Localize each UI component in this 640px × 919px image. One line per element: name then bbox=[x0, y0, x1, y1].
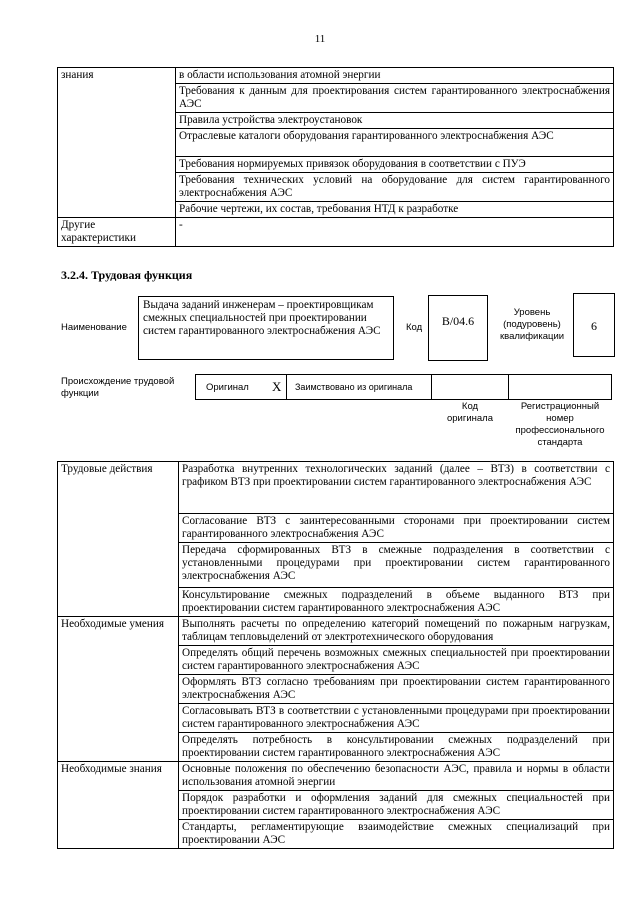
function-name-box: Выдача заданий инженерам – проектировщикам смежных специальностей при проектировании систем гарантированного электроснабжения АЭС bbox=[138, 296, 394, 360]
list-item: Разработка внутренних технологических заданий (далее – ВТЗ) в соответствии с графиком ВТЗ при проектировании систем гарантированного электроснабжения АЭС bbox=[179, 462, 614, 514]
origin-code-cell bbox=[431, 374, 509, 400]
group-label-skills: Необходимые умения bbox=[58, 617, 179, 762]
row-value: Отраслевые каталоги оборудования гарантированного электроснабжения АЭС bbox=[176, 129, 614, 157]
list-item: Определять потребность в консультировании смежных подразделений при проектировании систем гарантированного электроснабжения АЭС bbox=[179, 733, 614, 762]
level-label: Уровень (подуровень) квалификации bbox=[500, 307, 565, 342]
qualification-level-box: 6 bbox=[573, 293, 615, 357]
registration-number-caption: Регистрационный номер профессионального стандарта bbox=[515, 401, 605, 448]
table-row bbox=[58, 762, 614, 791]
row-value: - bbox=[176, 218, 614, 247]
row-value: Требования технических условий на оборудование для систем гарантированного электроснабжения АЭС bbox=[176, 173, 614, 202]
table-row bbox=[58, 68, 614, 84]
code-label: Код bbox=[406, 322, 423, 333]
list-item: Согласование ВТЗ с заинтересованными сторонами при проектировании систем гарантированного электроснабжения АЭС bbox=[179, 514, 614, 543]
knowledge-table-continued bbox=[57, 67, 614, 247]
row-value: Требования к данным для проектирования систем гарантированного электроснабжения АЭС bbox=[176, 84, 614, 113]
code-original-caption: Код оригинала bbox=[446, 401, 493, 424]
origin-borrowed-cell bbox=[286, 374, 432, 400]
group-label-actions: Трудовые действия bbox=[58, 462, 179, 617]
table-row bbox=[58, 462, 614, 514]
list-item: Оформлять ВТЗ согласно требованиям при проектировании систем гарантированного электроснабжения АЭС bbox=[179, 675, 614, 704]
list-item: Определять общий перечень возможных смежных специальностей при проектировании систем гарантированного электроснабжения АЭС bbox=[179, 646, 614, 675]
original-mark: X bbox=[272, 379, 282, 394]
name-label: Наименование bbox=[61, 322, 127, 333]
origin-label: Происхождение трудовой функции bbox=[61, 376, 175, 399]
list-item: Порядок разработки и оформления заданий для смежных специальностей при проектировании систем гарантированного электроснабжения АЭС bbox=[179, 791, 614, 820]
row-value: Рабочие чертежи, их состав, требования НТД к разработке bbox=[176, 202, 614, 218]
borrowed-label: Заимствовано из оригинала bbox=[295, 382, 413, 392]
origin-reg-cell bbox=[508, 374, 612, 400]
table-row bbox=[58, 218, 614, 247]
row-value: Требования нормируемых привязок оборудования в соответствии с ПУЭ bbox=[176, 157, 614, 173]
table-row bbox=[58, 617, 614, 646]
row-value: в области использования атомной энергии bbox=[176, 68, 614, 84]
list-item: Передача сформированных ВТЗ в смежные подразделения в соответствии с установленными процедурами при проектировании систем гарантированного электроснабжения АЭС bbox=[179, 543, 614, 588]
row-label: знания bbox=[58, 68, 176, 218]
row-label: Другие характеристики bbox=[58, 218, 176, 247]
page-number: 11 bbox=[314, 33, 326, 45]
origin-original-cell bbox=[195, 374, 287, 400]
row-value: Правила устройства электроустановок bbox=[176, 113, 614, 129]
list-item: Консультирование смежных подразделений в объеме выданного ВТЗ при проектировании систем гарантированного электроснабжения АЭС bbox=[179, 588, 614, 617]
list-item: Стандарты, регламентирующие взаимодействие смежных специализаций при проектировании АЭС bbox=[179, 820, 614, 849]
list-item: Выполнять расчеты по определению категорий помещений по пожарным нагрузкам, таблицам тепловыделений от электротехнического оборудования bbox=[179, 617, 614, 646]
section-title: 3.2.4. Трудовая функция bbox=[61, 268, 193, 282]
list-item: Основные положения по обеспечению безопасности АЭС, правила и нормы в области использования атомной энергии bbox=[179, 762, 614, 791]
group-label-knowledge: Необходимые знания bbox=[58, 762, 179, 849]
function-code-box: B/04.6 bbox=[428, 295, 488, 361]
list-item: Согласовывать ВТЗ в соответствии с установленными процедурами при проектировании систем гарантированного электроснабжения АЭС bbox=[179, 704, 614, 733]
function-details-table bbox=[57, 461, 614, 849]
original-label: Оригинал bbox=[206, 382, 249, 393]
